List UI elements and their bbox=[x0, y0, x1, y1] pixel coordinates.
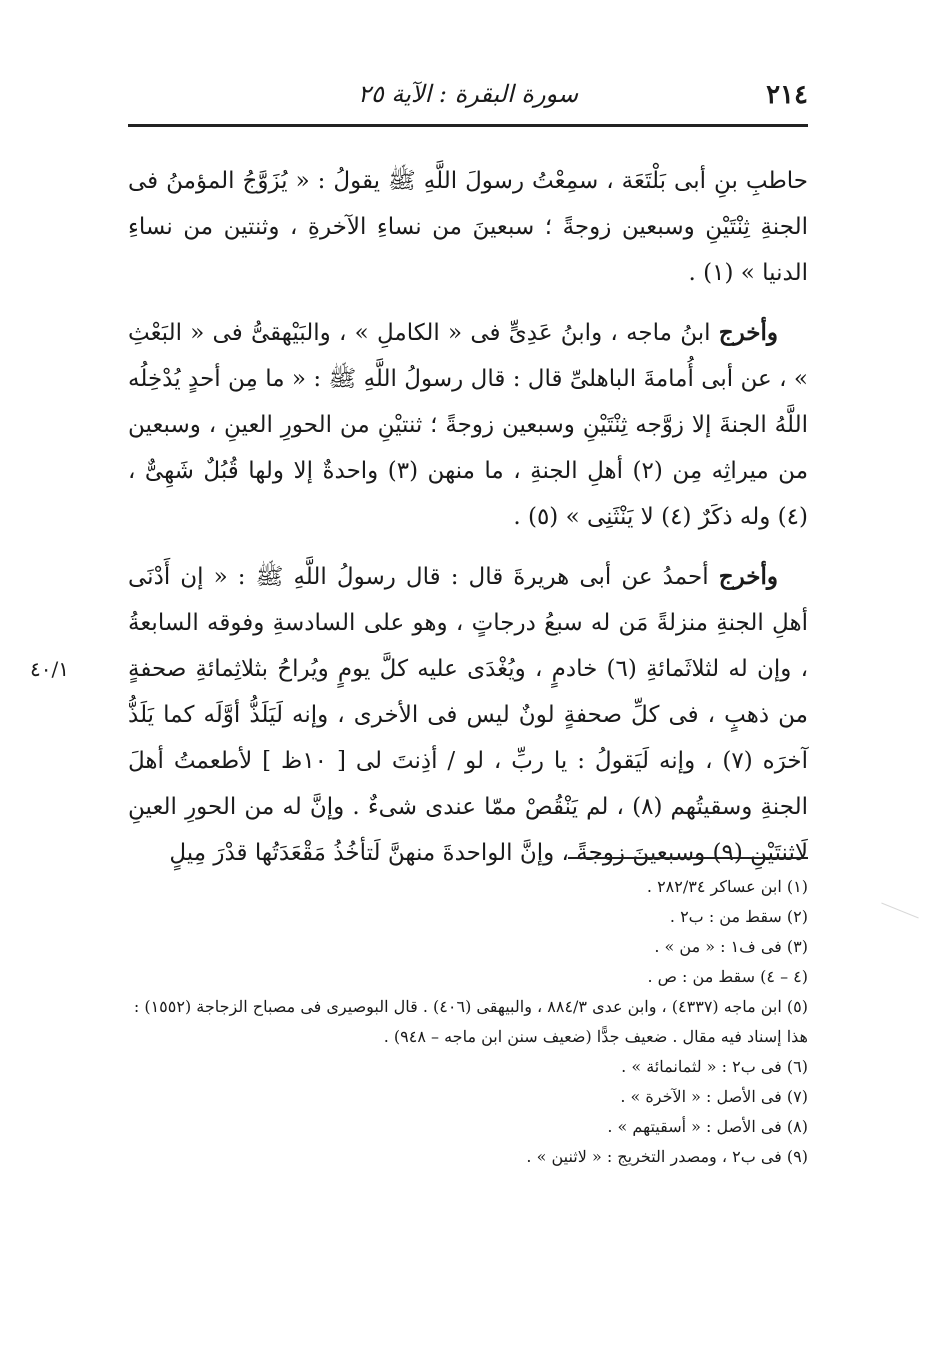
header-rule bbox=[128, 124, 808, 127]
footnote: (٦) فى ب٢ : « لثمانمائة » . bbox=[621, 1057, 808, 1076]
footnote: (٩) فى ب٢ ، ومصدر التخريج : « لاثنين » . bbox=[526, 1147, 808, 1166]
paragraph-2 bbox=[128, 310, 808, 540]
scan-mark bbox=[881, 903, 918, 919]
running-title: سورة البقرة : الآية ٢٥ bbox=[357, 80, 579, 108]
footnotes bbox=[128, 872, 808, 1172]
paragraph-text: حاطبِ بنِ أبى بَلْتَعَة ، سمِعْتُ رسولَ اللَّهِ ﷺ يقولُ : « يُزَوَّجُ المؤمنُ فى الجنةِ ثِنْتَيْنِ وسبعين زوجةً ؛ سبعينَ من نساءِ الآخرةِ ، وثنتين من نساءِ الدنيا » (١) . bbox=[128, 168, 808, 286]
paragraph-text: أحمدُ عن أبى هريرةَ قال : قال رسولُ اللَّهِ ﷺ : « إن أَدْنَى أهلِ الجنةِ منزلةً مَن له سبعُ درجاتٍ ، وهو على السادسةِ وفوقه السابعةُ ، وإن له لثلاثَمائةِ (٦) خادمٍ ، ويُغْدَى عليه كلَّ يومٍ ويُراحُ بثلاثِمائةِ صحفةٍ من ذهبٍ ، فى كلِّ صحفةٍ لونٌ ليس فى الأخرى ، وإنه لَيَلَذُّ أوَّلَه كما يَلَذُّ آخرَه (٧) ، وإنه لَيَقولُ : يا ربِّ ، لو / أذِنتَ لى [ ١٠ظ ] لأطعمتُ أهلَ الجنةِ وسقيتُهم (٨) ، لم يَنْقُصْ ممّا عندى شىءٌ . وإنَّ له من الحورِ العينِ لَاثنتَيْنِ (٩) وسبعينَ زوجةً ، وإنَّ الواحدةَ منهنَّ لَتأخُذُ مَقْعَدَتُها قدْرَ مِيلٍ bbox=[128, 564, 808, 866]
footnote: (٢) سقط من : ب٢ . bbox=[669, 907, 808, 926]
footnote-rule bbox=[568, 857, 808, 859]
paragraph-3 bbox=[128, 554, 808, 876]
paragraph-1 bbox=[128, 158, 808, 296]
page-header bbox=[128, 76, 808, 124]
paragraph-lead: وأخرج bbox=[718, 319, 778, 346]
footnote: (٥) ابن ماجه (٤٣٣٧) ، وابن عدى ٨٨٤/٣ ، والبيهقى (٤٠٦) . قال البوصيرى فى مصباح الزجاجة (١٥٥٢) : هذا إسناد فيه مقال . ضعيف جدًّا (ضعيف سنن ابن ماجه – ٩٤٨) . bbox=[133, 997, 808, 1046]
paragraph-text: ابنُ ماجه ، وابنُ عَدِىٍّ فى « الكاملِ » ، والبَيْهقىُّ فى « البَعْثِ » ، عن أبى أُمامةَ الباهلىِّ قال : قال رسولُ اللَّهِ ﷺ : « ما مِن أحدٍ يُدْخِلُه اللَّهُ الجنةَ إلا زوَّجه ثِنْتَيْنِ وسبعين زوجةً ؛ ثنتيْنِ من الحورِ العينِ ، وسبعين من ميراثِه مِن (٢) أهلِ الجنةِ ، ما منهن (٣) واحدةٌ إلا ولها قُبُلٌ شَهِىٌّ ، (٤) وله ذكَرٌ (٤) لا يَنْثَنِى » (٥) . bbox=[128, 320, 809, 530]
page-number: ٢١٤ bbox=[766, 80, 808, 110]
margin-note: ٤٠/١ bbox=[30, 657, 69, 681]
footnote: (٣) فى ف١ : « من » . bbox=[654, 937, 808, 956]
paragraph-lead: وأخرج bbox=[718, 563, 778, 590]
footnote: (٧) فى الأصل : « الآخرة » . bbox=[620, 1087, 808, 1106]
footnote: (٨) فى الأصل : « أسقيتهم » . bbox=[607, 1117, 808, 1136]
main-text bbox=[128, 158, 808, 890]
footnote: (٤ – ٤) سقط من : ص . bbox=[647, 967, 808, 986]
footnote: (١) ابن عساكر ٢٨٢/٣٤ . bbox=[646, 877, 808, 896]
